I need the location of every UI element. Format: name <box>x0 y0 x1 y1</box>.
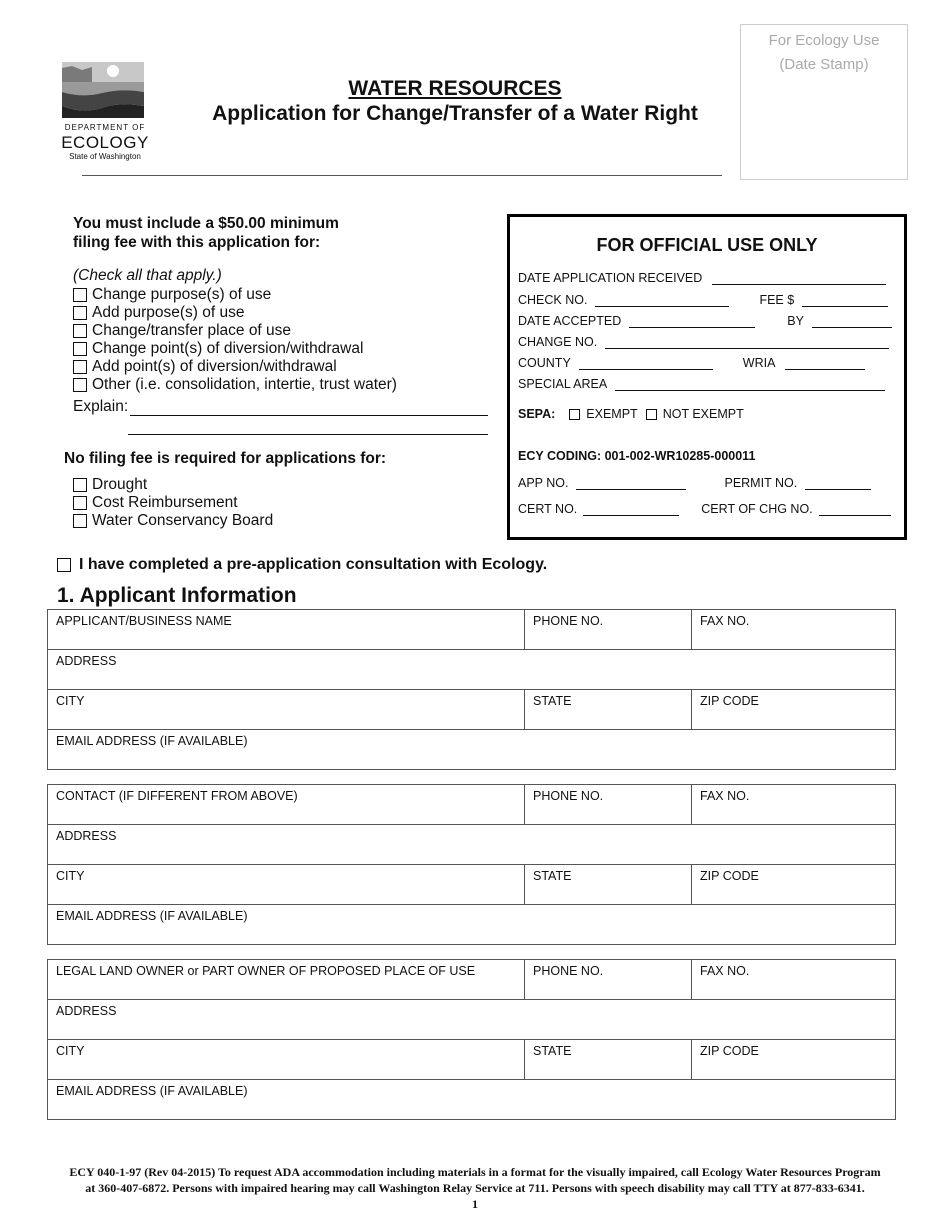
cert-chg-no-field[interactable] <box>819 502 891 516</box>
no-fee-option[interactable]: Drought <box>73 476 273 494</box>
land-owner-table <box>47 959 896 1120</box>
ecy-coding: ECY CODING: 001-002-WR10285-000011 <box>518 449 756 463</box>
preapp-checkbox[interactable] <box>57 558 71 572</box>
no-fee-option[interactable]: Water Conservancy Board <box>73 512 273 530</box>
date-accepted-label: DATE ACCEPTED <box>518 314 622 328</box>
footer-line1: ECY 040-1-97 (Rev 04-2015) To request ADA accommodation including materials in a format for the visually impaired, call Ecology Water Resources Program <box>69 1165 881 1179</box>
explain-label: Explain: <box>73 398 129 415</box>
fee-instructions: You must include a $50.00 minimum filing fee with this application for: <box>73 215 339 251</box>
form-title: WATER RESOURCES <box>348 77 562 100</box>
applicant-table <box>47 609 896 770</box>
land-owner-name-cell[interactable]: LEGAL LAND OWNER or PART OWNER OF PROPOSED PLACE OF USE <box>48 960 525 1000</box>
land-owner-fax-cell[interactable]: FAX NO. <box>692 960 896 1000</box>
contact-state-cell[interactable]: STATE <box>525 865 692 905</box>
wria-field[interactable] <box>785 356 865 370</box>
applicant-fax-cell[interactable]: FAX NO. <box>692 610 896 650</box>
by-label: BY <box>787 314 804 328</box>
footer <box>40 1164 910 1212</box>
county-field[interactable] <box>579 356 713 370</box>
check-no-label: CHECK NO. <box>518 293 588 307</box>
land-owner-address-cell[interactable]: ADDRESS <box>48 1000 896 1040</box>
contact-email-cell[interactable]: EMAIL ADDRESS (IF AVAILABLE) <box>48 905 896 945</box>
sepa-not-exempt-checkbox[interactable] <box>646 409 657 420</box>
contact-phone-cell[interactable]: PHONE NO. <box>525 785 692 825</box>
official-use-box <box>507 214 907 540</box>
checkbox[interactable] <box>73 342 87 356</box>
fee-option[interactable]: Change/transfer place of use <box>73 322 397 340</box>
contact-zip-cell[interactable]: ZIP CODE <box>692 865 896 905</box>
sepa-not-exempt-label: NOT EXEMPT <box>662 407 744 421</box>
change-no-field[interactable] <box>605 335 889 349</box>
land-owner-zip-cell[interactable]: ZIP CODE <box>692 1040 896 1080</box>
applicant-zip-cell[interactable]: ZIP CODE <box>692 690 896 730</box>
applicant-name-cell[interactable]: APPLICANT/BUSINESS NAME <box>48 610 525 650</box>
permit-no-field[interactable] <box>805 476 871 490</box>
date-received-label: DATE APPLICATION RECEIVED <box>518 271 703 285</box>
wria-label: WRIA <box>742 356 776 370</box>
sepa-label: SEPA: <box>518 407 556 421</box>
land-owner-state-cell[interactable]: STATE <box>525 1040 692 1080</box>
checkbox[interactable] <box>73 496 87 510</box>
date-stamp-box: For Ecology Use (Date Stamp) <box>740 24 908 180</box>
fee-option[interactable]: Change point(s) of diversion/withdrawal <box>73 340 397 358</box>
check-no-field[interactable] <box>595 293 729 307</box>
check-all-note: (Check all that apply.) <box>73 267 222 284</box>
sepa-exempt-checkbox[interactable] <box>569 409 580 420</box>
land-owner-phone-cell[interactable]: PHONE NO. <box>525 960 692 1000</box>
applicant-city-cell[interactable]: CITY <box>48 690 525 730</box>
cert-no-label: CERT NO. <box>518 502 578 516</box>
fee-option[interactable]: Other (i.e. consolidation, intertie, trust water) <box>73 376 397 394</box>
header-divider <box>82 175 722 176</box>
checkbox[interactable] <box>73 514 87 528</box>
applicant-address-cell[interactable]: ADDRESS <box>48 650 896 690</box>
land-owner-email-cell[interactable]: EMAIL ADDRESS (IF AVAILABLE) <box>48 1080 896 1120</box>
page-number: 1 <box>472 1197 478 1211</box>
date-accepted-field[interactable] <box>629 314 755 328</box>
county-label: COUNTY <box>518 356 571 370</box>
applicant-phone-cell[interactable]: PHONE NO. <box>525 610 692 650</box>
contact-name-cell[interactable]: CONTACT (IF DIFFERENT FROM ABOVE) <box>48 785 525 825</box>
by-field[interactable] <box>812 314 892 328</box>
no-fee-option[interactable]: Cost Reimbursement <box>73 494 273 512</box>
checkbox[interactable] <box>73 478 87 492</box>
app-no-field[interactable] <box>576 476 686 490</box>
official-use-title: FOR OFFICIAL USE ONLY <box>596 235 818 255</box>
footer-line2: at 360-407-6872. Persons with impaired hearing may call Washington Relay Service at 711. Persons with speech disability may call TTY at 877-833-6341. <box>85 1181 865 1195</box>
special-area-label: SPECIAL AREA <box>518 377 608 391</box>
fee-field[interactable] <box>802 293 888 307</box>
form-subtitle: Application for Change/Transfer of a Water Right <box>212 102 698 125</box>
fee-label: FEE $ <box>759 293 795 307</box>
checkbox[interactable] <box>73 306 87 320</box>
checkbox[interactable] <box>73 360 87 374</box>
checkbox[interactable] <box>73 288 87 302</box>
fee-option[interactable]: Add point(s) of diversion/withdrawal <box>73 358 397 376</box>
fee-option[interactable]: Change purpose(s) of use <box>73 286 397 304</box>
sepa-exempt-label: EXEMPT <box>586 407 638 421</box>
preapp-consultation[interactable]: I have completed a pre-application consultation with Ecology. <box>57 556 547 574</box>
contact-table <box>47 784 896 945</box>
explain-field-line2[interactable] <box>128 434 488 435</box>
applicant-state-cell[interactable]: STATE <box>525 690 692 730</box>
no-fee-heading: No filing fee is required for applications for: <box>64 450 387 467</box>
cert-no-field[interactable] <box>583 502 679 516</box>
fee-options-list <box>73 286 397 394</box>
change-no-label: CHANGE NO. <box>518 335 598 349</box>
no-fee-options-list <box>73 476 273 530</box>
land-owner-city-cell[interactable]: CITY <box>48 1040 525 1080</box>
checkbox[interactable] <box>73 378 87 392</box>
contact-city-cell[interactable]: CITY <box>48 865 525 905</box>
date-received-field[interactable] <box>712 271 886 285</box>
ecology-logo-text: DEPARTMENT OF ECOLOGY State of Washington <box>61 123 149 161</box>
special-area-field[interactable] <box>615 377 885 391</box>
app-no-label: APP NO. <box>518 476 569 490</box>
permit-no-label: PERMIT NO. <box>724 476 798 490</box>
checkbox[interactable] <box>73 324 87 338</box>
contact-fax-cell[interactable]: FAX NO. <box>692 785 896 825</box>
applicant-email-cell[interactable]: EMAIL ADDRESS (IF AVAILABLE) <box>48 730 896 770</box>
fee-option[interactable]: Add purpose(s) of use <box>73 304 397 322</box>
explain-field[interactable] <box>130 415 488 416</box>
contact-address-cell[interactable]: ADDRESS <box>48 825 896 865</box>
cert-chg-no-label: CERT OF CHG NO. <box>701 502 813 516</box>
section-1-title: 1. Applicant Information <box>57 584 297 607</box>
